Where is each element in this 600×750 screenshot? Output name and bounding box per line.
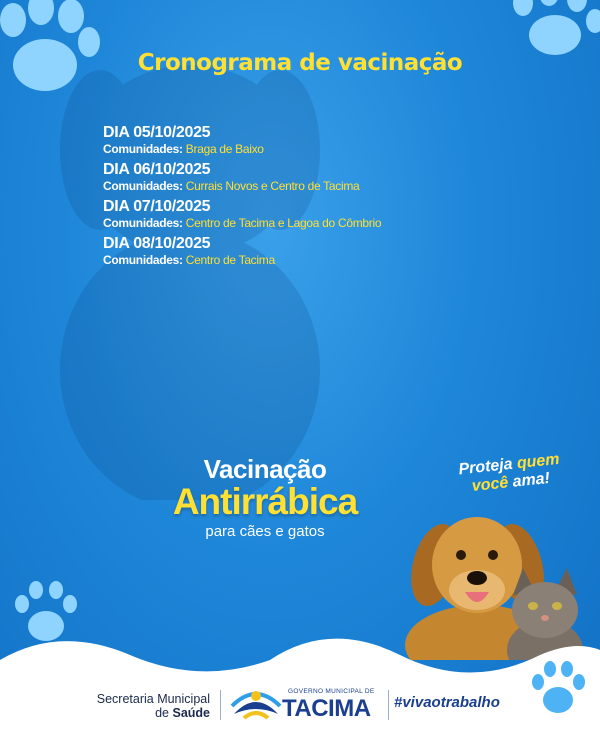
schedule-day: DIA 07/10/2025 [103, 198, 211, 215]
footer-divider [220, 690, 221, 720]
campaign-line-2: Antirrábica [172, 481, 358, 522]
hashtag: #vivaotrabalho [394, 694, 500, 711]
footer [0, 680, 600, 740]
schedule-entry [103, 161, 523, 193]
secretaria-bold: Saúde [172, 706, 210, 720]
footer-divider [388, 690, 389, 720]
slogan-part: você [471, 474, 510, 495]
communities-label: Comunidades: [103, 216, 183, 230]
campaign-line-3: para cães e gatos [205, 523, 325, 540]
campaign-headline [140, 455, 390, 541]
schedule-communities [103, 253, 523, 267]
schedule-entry [103, 198, 523, 230]
tacima-logo-icon [230, 684, 282, 724]
schedule-communities [103, 179, 523, 193]
schedule-day: DIA 06/10/2025 [103, 161, 211, 178]
schedule-communities [103, 216, 523, 230]
communities-value: Currais Novos e Centro de Tacima [185, 179, 360, 193]
slogan-part: quem [516, 450, 561, 473]
secretaria-line-2 [70, 706, 210, 720]
vaccination-schedule [103, 124, 523, 272]
slogan-part: Proteja [457, 455, 514, 479]
communities-value: Braga de Baixo [185, 142, 264, 156]
gov-label: GOVERNO MUNICIPAL DE [288, 688, 375, 695]
communities-value: Centro de Tacima e Lagoa do Cômbrio [185, 216, 382, 230]
city-name: TACIMA [282, 695, 371, 722]
secretaria-prefix: de [155, 706, 169, 720]
schedule-day: DIA 05/10/2025 [103, 124, 211, 141]
communities-value: Centro de Tacima [185, 253, 275, 267]
schedule-entry [103, 235, 523, 267]
secretaria-line-1: Secretaria Municipal [96, 692, 210, 706]
page-title: Cronograma de vacinação [137, 50, 463, 76]
communities-label: Comunidades: [103, 142, 183, 156]
secretaria-saude [70, 692, 210, 720]
communities-label: Comunidades: [103, 253, 183, 267]
slogan-part: ama! [511, 469, 551, 491]
campaign-line-1: Vacinação [203, 454, 327, 484]
schedule-entry [103, 124, 523, 156]
schedule-communities [103, 142, 523, 156]
communities-label: Comunidades: [103, 179, 183, 193]
tacima-logo [228, 682, 388, 726]
slogan [443, 449, 576, 498]
schedule-day: DIA 08/10/2025 [103, 235, 211, 252]
